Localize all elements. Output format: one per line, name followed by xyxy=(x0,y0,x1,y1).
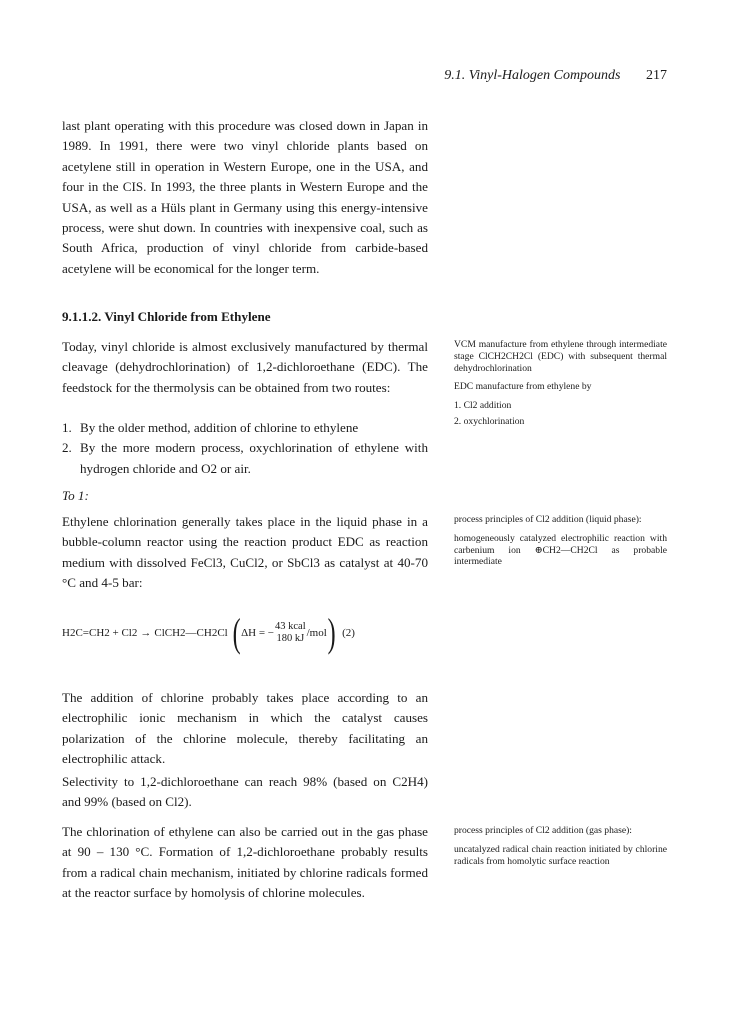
page-number: 217 xyxy=(646,68,667,83)
to1-label: To 1: xyxy=(62,488,89,503)
section-heading: 9.1.1.2. Vinyl Chloride from Ethylene xyxy=(62,309,271,324)
list-item xyxy=(62,438,428,479)
sidenote-group-routes xyxy=(454,339,667,435)
sidenote-edc-1: 1. Cl2 addition xyxy=(454,400,512,412)
equation-arrow: → xyxy=(140,627,152,639)
paragraph-mechanism: The addition of chlorine probably takes place according to an electrophilic ionic mechanism in which the catalyst causes polarization of the chlorine molecule, thereby facilitating an electrophilic attack. xyxy=(62,690,428,767)
sidenote-liquid-mechanism: homogeneously catalyzed electrophilic reaction with carbenium ion ⊕CH2—CH2Cl as probable intermediate xyxy=(454,532,667,568)
paragraph-gas-phase: The chlorination of ethylene can also be carried out in the gas phase at 90 – 130 °C. Formation of 1,2-dichloroethane probably results from a radical chain mechanism, initiated by chlorine radicals formed at the reactor surface by homolysis of chlorine molecules. xyxy=(62,824,428,901)
list-item-text: By the more modern process, oxychlorination of ethylene with hydrogen chloride and O2 or air. xyxy=(80,440,428,476)
route-list xyxy=(62,418,428,479)
paragraph-liquid-chlorination: Ethylene chlorination generally takes place in the liquid phase in a bubble-column reactor using the reaction product EDC as reaction medium with dissolved FeCl3, CuCl2, or SbCl3 as catalyst at 40-70 °C and 4-5 bar: xyxy=(62,514,428,591)
equation-number: (2) xyxy=(342,627,355,639)
equation-delta-h: ΔH = − xyxy=(241,627,274,639)
sidenote-edc-2: 2. oxychlorination xyxy=(454,415,525,427)
equation-enthalpy-fraction xyxy=(275,621,306,645)
sidenote-vcm: VCM manufacture from ethylene through intermediate stage ClCH2CH2Cl (EDC) with subsequent thermal dehydrochlorination xyxy=(454,339,667,374)
sidenote-group-liquid xyxy=(454,514,667,575)
running-head xyxy=(444,68,667,84)
equation-kcal: 43 kcal xyxy=(275,621,306,632)
sidenote-gas-mechanism: uncatalyzed radical chain reaction initiated by chlorine radicals from homolytic surface reaction xyxy=(454,843,667,867)
running-head-title: 9.1. Vinyl-Halogen Compounds xyxy=(444,68,621,83)
equation-product: ClCH2—CH2Cl xyxy=(154,627,228,639)
equation-kj: 180 kJ xyxy=(276,633,305,644)
list-item-number: 2. xyxy=(62,440,72,456)
sidenote-liquid-principles: process principles of Cl2 addition (liquid phase): xyxy=(454,514,642,525)
intro-paragraph: last plant operating with this procedure was closed down in Japan in 1989. In 1991, there were two vinyl chloride plants based on acetylene still in operation in Western Europe, one in the USA, and four in the CIS. In 1993, the three plants in Western Europe and the USA, as well as a Hüls plant in Germany using this energy-intensive process, were shut down. In countries with inexpensive coal, such as South Africa, production of vinyl chloride from carbide-based acetylene will be economical for the longer term. xyxy=(62,118,428,276)
equation-reactants: H2C=CH2 + Cl2 xyxy=(62,627,138,639)
equation-per-mol: /mol xyxy=(306,627,327,639)
paragraph-ethylene-routes: Today, vinyl chloride is almost exclusively manufactured by thermal cleavage (dehydrochlorination) of 1,2-dichloroethane (EDC). The feedstock for the thermolysis can be obtained from two routes: xyxy=(62,339,428,395)
sidenote-gas-principles: process principles of Cl2 addition (gas phase): xyxy=(454,825,632,836)
list-item xyxy=(62,418,428,438)
list-item-number: 1. xyxy=(62,420,72,435)
list-item-text: By the older method, addition of chlorine to ethylene xyxy=(80,420,359,435)
sidenote-group-gas xyxy=(454,825,667,874)
sidenote-edc-heading: EDC manufacture from ethylene by xyxy=(454,381,592,393)
paragraph-selectivity: Selectivity to 1,2-dichloroethane can reach 98% (based on C2H4) and 99% (based on Cl2). xyxy=(62,774,428,810)
reaction-equation: H2C=CH2 + Cl2 → ClCH2—CH2Cl ( ΔH = − 43 kcal 180 kJ /mol ) (2) xyxy=(62,610,355,655)
